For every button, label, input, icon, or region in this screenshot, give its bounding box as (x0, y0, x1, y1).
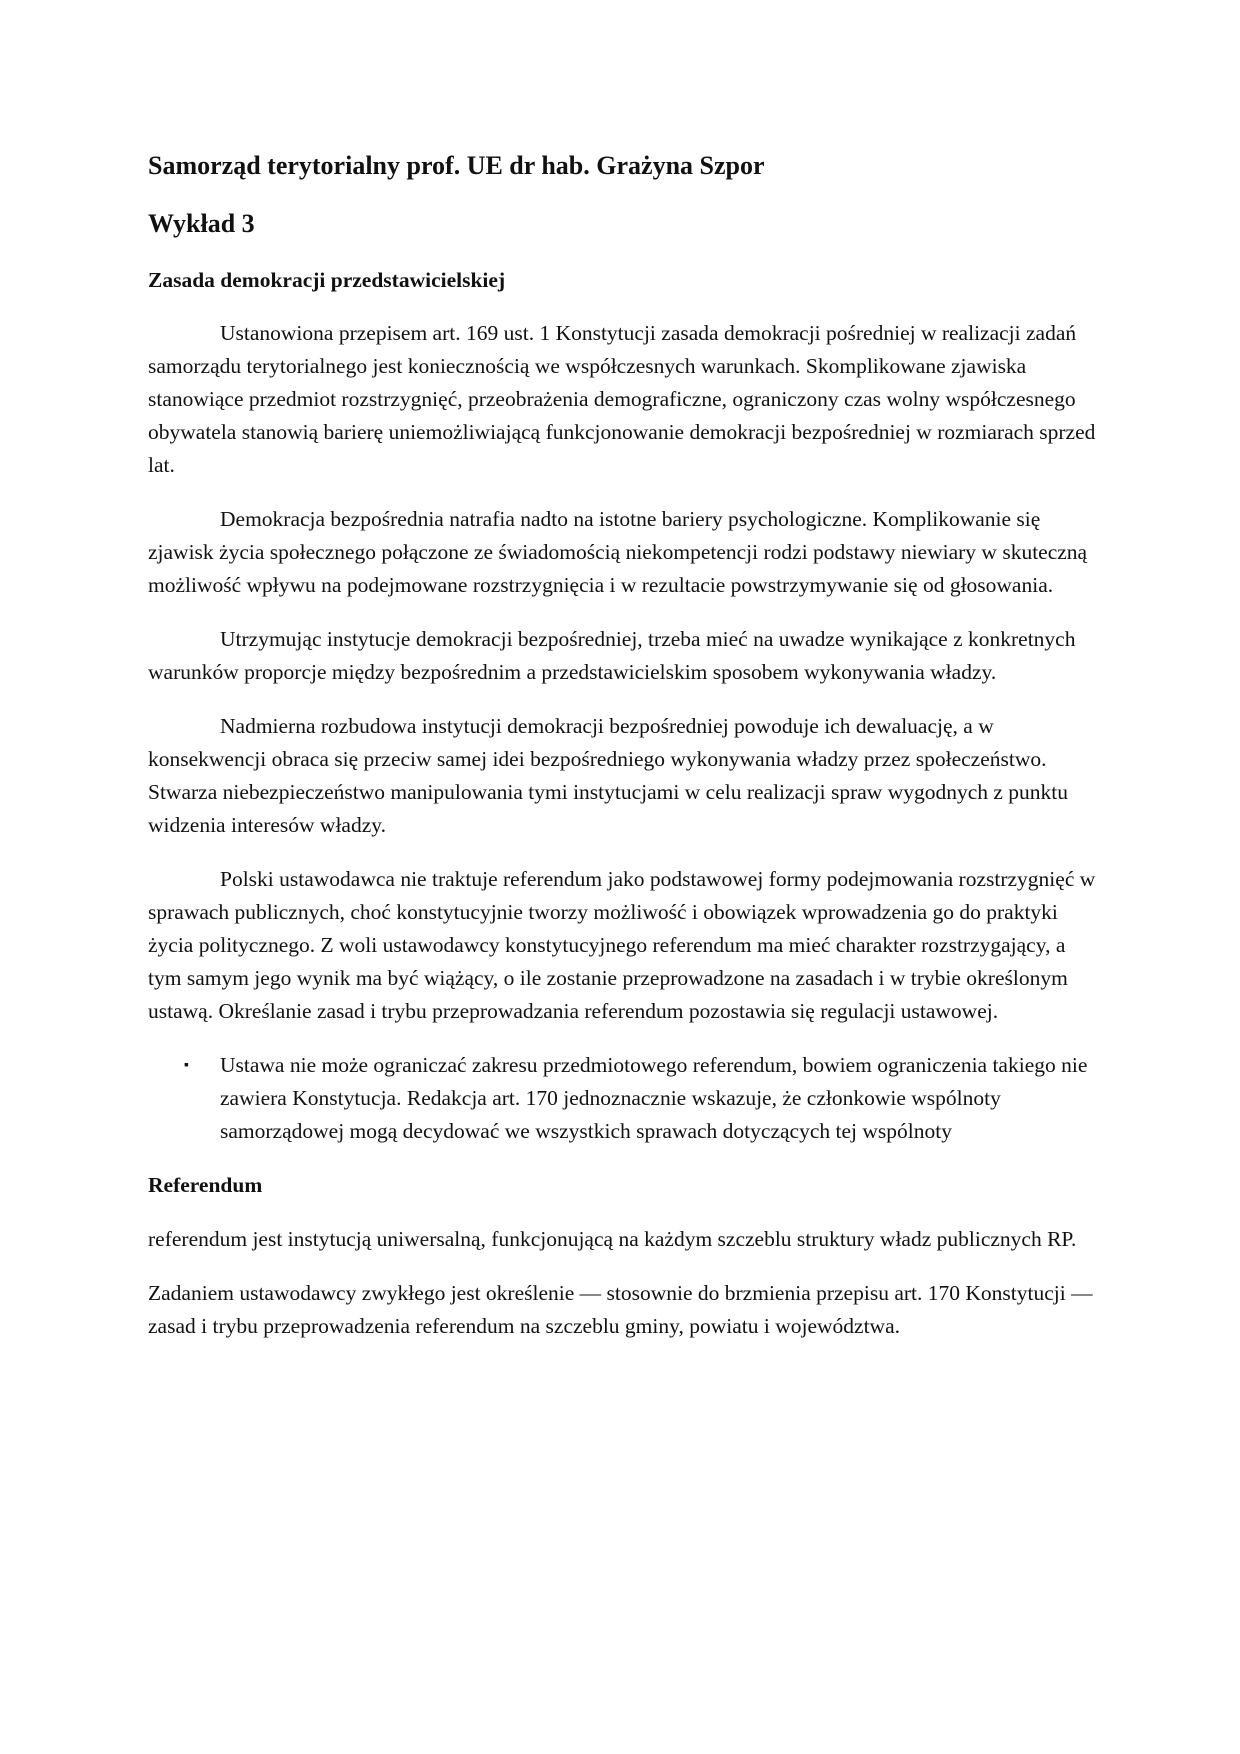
bullet-list (148, 1049, 1098, 1148)
paragraph: Zadaniem ustawodawcy zwykłego jest określenie — stosownie do brzmienia przepisu art. 170 Konstytucji — zasad i trybu przeprowadzenia referendum na szczeblu gminy, powiatu i województwa. (148, 1281, 1093, 1338)
paragraph: Ustanowiona przepisem art. 169 ust. 1 Konstytucji zasada demokracji pośredniej w realizacji zadań samorządu terytorialnego jest koniecznością we współczesnych warunkach. Skomplikowane zjawiska stanowiące przedmiot rozstrzygnięć, przeobrażenia demograficzne, ograniczony czas wolny współczesnego obywatela stanowią barierę uniemożliwiającą funkcjonowanie demokracji bezpośredniej w rozmiarach sprzed lat. (148, 321, 1096, 477)
document-body (148, 144, 1098, 1343)
section-heading-referendum: Referendum (148, 1173, 263, 1197)
paragraph: Demokracja bezpośrednia natrafia nadto na istotne bariery psychologiczne. Komplikowanie się zjawisk życia społecznego połączone ze świadomością niekompetencji rodzi podstawy niewiary w skuteczną możliwość wpływu na podejmowane rozstrzygnięcia i w rezultacie powstrzymywanie się od głosowania. (148, 507, 1088, 597)
paragraph: Polski ustawodawca nie traktuje referendum jako podstawowej formy podejmowania rozstrzygnięć w sprawach publicznych, choć konstytucyjnie tworzy możliwość i obowiązek wprowadzenia go do praktyki życia politycznego. Z woli ustawodawcy konstytucyjnego referendum ma mieć charakter rozstrzygający, a tym samym jego wynik ma być wiążący, o ile zostanie przeprowadzone na zasadach i w trybie określonym ustawą. Określanie zasad i trybu przeprowadzania referendum pozostawia się regulacji ustawowej. (148, 867, 1096, 1023)
lecture-heading: Wykład 3 (148, 209, 255, 238)
bullet-text: Ustawa nie może ograniczać zakresu przedmiotowego referendum, bowiem ograniczenia takiego nie zawiera Konstytucja. Redakcja art. 170 jednoznacznie wskazuje, że członkowie wspólnoty samorządowej mogą decydować we wszystkich sprawach dotyczących tej wspólnoty (220, 1053, 1088, 1143)
document-title: Samorząd terytorialny prof. UE dr hab. Grażyna Szpor (148, 151, 765, 180)
bullet-list-item (148, 1049, 1098, 1148)
bullet-icon: ▪ (184, 1058, 189, 1073)
paragraph: referendum jest instytucją uniwersalną, funkcjonującą na każdym szczeblu struktury władz publicznych RP. (148, 1227, 1077, 1251)
paragraph: Nadmierna rozbudowa instytucji demokracji bezpośredniej powoduje ich dewaluację, a w konsekwencji obraca się przeciw samej idei bezpośredniego wykonywania władzy przez społeczeństwo. Stwarza niebezpieczeństwo manipulowania tymi instytucjami w celu realizacji spraw wygodnych z punktu widzenia interesów władzy. (148, 714, 1069, 837)
section-heading-representative-democracy: Zasada demokracji przedstawicielskiej (148, 268, 506, 292)
paragraph: Utrzymując instytucje demokracji bezpośredniej, trzeba mieć na uwadze wynikające z konkretnych warunków proporcje między bezpośrednim a przedstawicielskim sposobem wykonywania władzy. (148, 627, 1076, 684)
